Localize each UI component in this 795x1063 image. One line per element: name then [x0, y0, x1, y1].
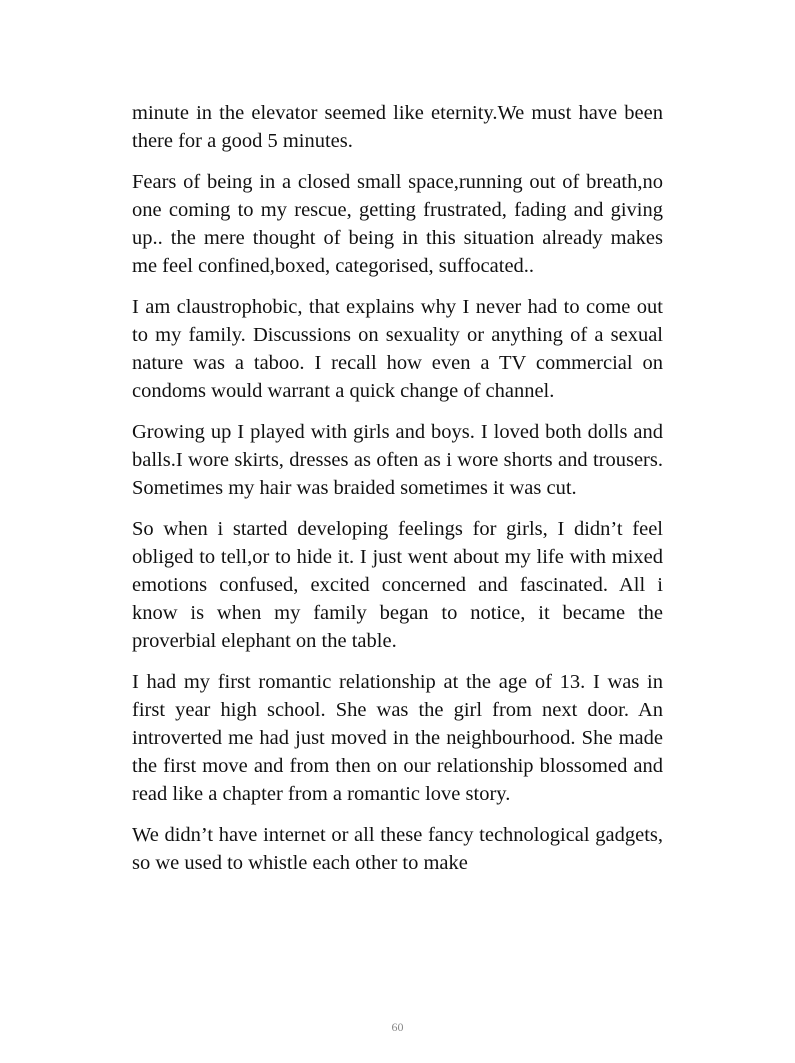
paragraph-4: Growing up I played with girls and boys. I loved both dolls and balls.I wore skirts, dresses as often as i wore shorts and trousers. Sometimes my hair was braided sometimes it was cut.: [132, 421, 663, 499]
paragraph-6: I had my first romantic relationship at the age of 13. I was in first year high school. She was the girl from next door. An introverted me had just moved in the neighbourhood. She made the first move and from then on our relationship blossomed and read like a chapter from a romantic love story.: [132, 671, 663, 805]
paragraph-1: minute in the elevator seemed like eternity.We must have been there for a good 5 minutes.: [132, 102, 663, 152]
paragraph-2: Fears of being in a closed small space,running out of breath,no one coming to my rescue, getting frustrated, fading and giving up.. the mere thought of being in this situation already makes me feel confined,boxed, categorised, suffocated..: [132, 171, 663, 277]
paragraph-3: I am claustrophobic, that explains why I never had to come out to my family. Discussions on sexuality or anything of a sexual nature was a taboo. I recall how even a TV commercial on condoms would warrant a quick change of channel.: [132, 296, 663, 402]
body-text: [132, 99, 663, 890]
paragraph-7: We didn’t have internet or all these fancy technological gadgets, so we used to whistle each other to make: [132, 824, 663, 874]
page-number: 60: [391, 1020, 404, 1034]
paragraph-5: So when i started developing feelings for girls, I didn’t feel obliged to tell,or to hide it. I just went about my life with mixed emotions confused, excited concerned and fascinated. All i know is when my family began to notice, it became the proverbial elephant on the table.: [132, 518, 663, 652]
